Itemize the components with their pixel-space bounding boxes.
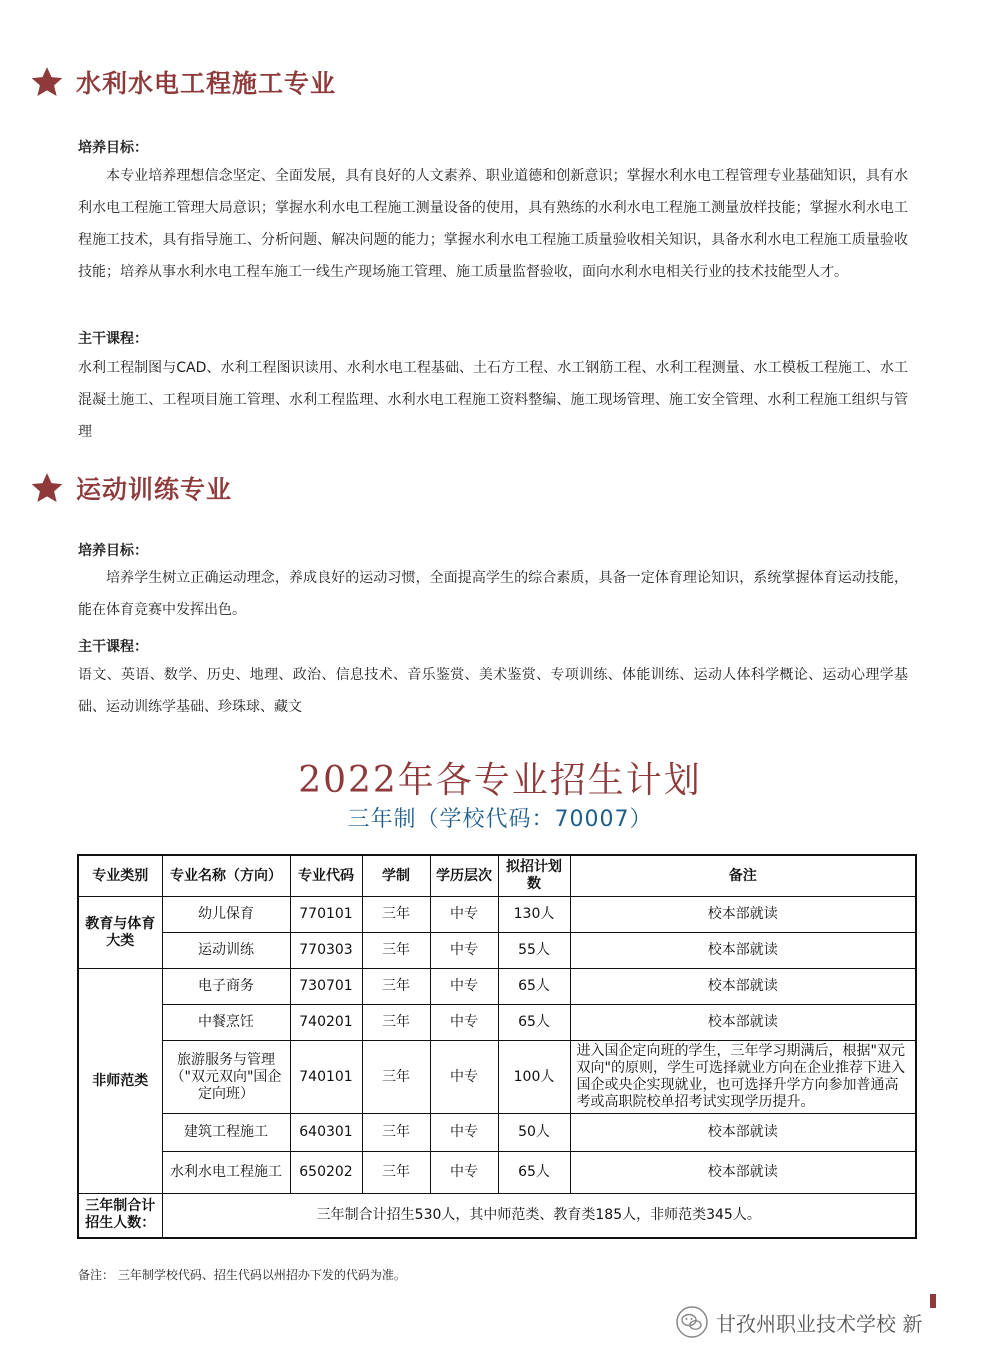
course-text: 水利工程制图与CAD、水利工程图识读用、水利水电工程基础、土石方工程、水工钢筋工程、水利工程测量、水工模板工程施工、水工混凝土施工、工程项目施工管理、水利工程监理、水利水电工程施工资料整编、施工现场管理、施工安全管理、水利工程施工组织与管理 bbox=[78, 360, 908, 440]
star-icon bbox=[30, 471, 64, 505]
count-cell: 55人 bbox=[498, 933, 570, 969]
years-cell: 三年 bbox=[362, 1152, 430, 1194]
level-cell: 中专 bbox=[430, 1041, 498, 1114]
header-cell: 拟招计划数 bbox=[498, 855, 570, 897]
count-cell: 65人 bbox=[498, 969, 570, 1005]
total-text-cell: 三年制合计招生530人，其中师范类、教育类185人，非师范类345人。 bbox=[162, 1194, 916, 1238]
table-row bbox=[78, 897, 916, 933]
note-cell: 校本部就读 bbox=[570, 1114, 916, 1152]
note-cell: 校本部就读 bbox=[570, 969, 916, 1005]
section-title: 运动训练专业 bbox=[76, 475, 233, 504]
section-title: 水利水电工程施工专业 bbox=[76, 69, 337, 98]
major-name-cell: 幼儿保育 bbox=[162, 897, 290, 933]
level-cell: 中专 bbox=[430, 1152, 498, 1194]
total-label-cell: 三年制合计招生人数： bbox=[78, 1194, 162, 1238]
major-code-cell: 640301 bbox=[290, 1114, 362, 1152]
header-cell: 专业代码 bbox=[290, 855, 362, 897]
table-row bbox=[78, 969, 916, 1005]
table-header-row bbox=[78, 855, 916, 897]
course-label: 主干课程： bbox=[78, 331, 148, 347]
header-cell: 学历层次 bbox=[430, 855, 498, 897]
plan-subtitle: 三年制（学校代码：70007） bbox=[347, 807, 653, 832]
count-cell: 50人 bbox=[498, 1114, 570, 1152]
count-cell: 130人 bbox=[498, 897, 570, 933]
section-heading-hydro bbox=[30, 64, 336, 100]
goal-label: 培养目标： bbox=[78, 140, 148, 156]
years-cell: 三年 bbox=[362, 897, 430, 933]
years-cell: 三年 bbox=[362, 1005, 430, 1041]
header-cell: 学制 bbox=[362, 855, 430, 897]
header-cell: 备注 bbox=[570, 855, 916, 897]
level-cell: 中专 bbox=[430, 1114, 498, 1152]
goal-text: 本专业培养理想信念坚定、全面发展，具有良好的人文素养、职业道德和创新意识；掌握水利水电工程管理专业基础知识，具有水利水电工程施工管理大局意识；掌握水利水电工程施工测量设备的使用，具有熟练的水利水电工程施工测量放样技能；掌握水利水电工程施工技术，具有指导施工、分析问题、解决问题的能力；掌握水利水电工程施工质量验收相关知识，具备水利水电工程施工质量验收技能；培养从事水利水电工程车施工一线生产现场施工管理、施工质量监督验收，面向水利水电相关行业的技术技能型人才。 bbox=[78, 168, 908, 280]
count-cell: 100人 bbox=[498, 1041, 570, 1114]
major-code-cell: 770303 bbox=[290, 933, 362, 969]
major-code-cell: 740101 bbox=[290, 1041, 362, 1114]
goal-label: 培养目标： bbox=[78, 543, 148, 559]
category-cell: 教育与体育大类 bbox=[78, 897, 162, 969]
table-footnote: 备注： 三年制学校代码、招生代码以州招办下发的代码为准。 bbox=[78, 1268, 406, 1282]
watermark-text: 甘孜州职业技术学校 新 bbox=[716, 1311, 923, 1336]
header-cell: 专业名称（方向） bbox=[162, 855, 290, 897]
count-cell: 65人 bbox=[498, 1152, 570, 1194]
watermark bbox=[676, 1306, 922, 1338]
course-label: 主干课程： bbox=[78, 639, 148, 655]
major-name-cell: 运动训练 bbox=[162, 933, 290, 969]
level-cell: 中专 bbox=[430, 969, 498, 1005]
major-code-cell: 730701 bbox=[290, 969, 362, 1005]
level-cell: 中专 bbox=[430, 933, 498, 969]
course-text: 语文、英语、数学、历史、地理、政治、信息技术、音乐鉴赏、美术鉴赏、专项训练、体能训练、运动人体科学概论、运动心理学基础、运动训练学基础、珍珠球、藏文 bbox=[78, 667, 908, 715]
note-cell: 校本部就读 bbox=[570, 933, 916, 969]
major-code-cell: 740201 bbox=[290, 1005, 362, 1041]
level-cell: 中专 bbox=[430, 1005, 498, 1041]
category-cell: 非师范类 bbox=[78, 969, 162, 1194]
header-cell: 专业类别 bbox=[78, 855, 162, 897]
major-name-cell: 中餐烹饪 bbox=[162, 1005, 290, 1041]
major-name-cell: 建筑工程施工 bbox=[162, 1114, 290, 1152]
years-cell: 三年 bbox=[362, 1114, 430, 1152]
note-cell: 校本部就读 bbox=[570, 897, 916, 933]
wechat-icon bbox=[676, 1306, 708, 1338]
table-row bbox=[78, 1005, 916, 1041]
major-name-cell: 旅游服务与管理（"双元双向"国企定向班） bbox=[162, 1041, 290, 1114]
note-cell: 进入国企定向班的学生，三年学习期满后，根据"双元双向"的原则，学生可选择就业方向在企业推荐下进入国企或央企实现就业，也可选择升学方向参加普通高考或高职院校单招考试实现学历提升。 bbox=[570, 1041, 916, 1114]
note-cell: 校本部就读 bbox=[570, 1152, 916, 1194]
section-heading-sports bbox=[30, 470, 232, 506]
page-marker bbox=[930, 1294, 936, 1308]
years-cell: 三年 bbox=[362, 969, 430, 1005]
enrollment-table bbox=[77, 854, 917, 1239]
table-row bbox=[78, 1114, 916, 1152]
table-total-row bbox=[78, 1194, 916, 1238]
major-code-cell: 650202 bbox=[290, 1152, 362, 1194]
plan-title: 2022年各专业招生计划 bbox=[298, 760, 702, 801]
years-cell: 三年 bbox=[362, 933, 430, 969]
table-row bbox=[78, 1152, 916, 1194]
note-cell: 校本部就读 bbox=[570, 1005, 916, 1041]
major-name-cell: 水利水电工程施工 bbox=[162, 1152, 290, 1194]
table-row bbox=[78, 1041, 916, 1114]
table-row bbox=[78, 933, 916, 969]
star-icon bbox=[30, 65, 64, 99]
years-cell: 三年 bbox=[362, 1041, 430, 1114]
level-cell: 中专 bbox=[430, 897, 498, 933]
major-name-cell: 电子商务 bbox=[162, 969, 290, 1005]
goal-text: 培养学生树立正确运动理念，养成良好的运动习惯，全面提高学生的综合素质，具备一定体育理论知识，系统掌握体育运动技能，能在体育竞赛中发挥出色。 bbox=[78, 570, 908, 618]
count-cell: 65人 bbox=[498, 1005, 570, 1041]
major-code-cell: 770101 bbox=[290, 897, 362, 933]
